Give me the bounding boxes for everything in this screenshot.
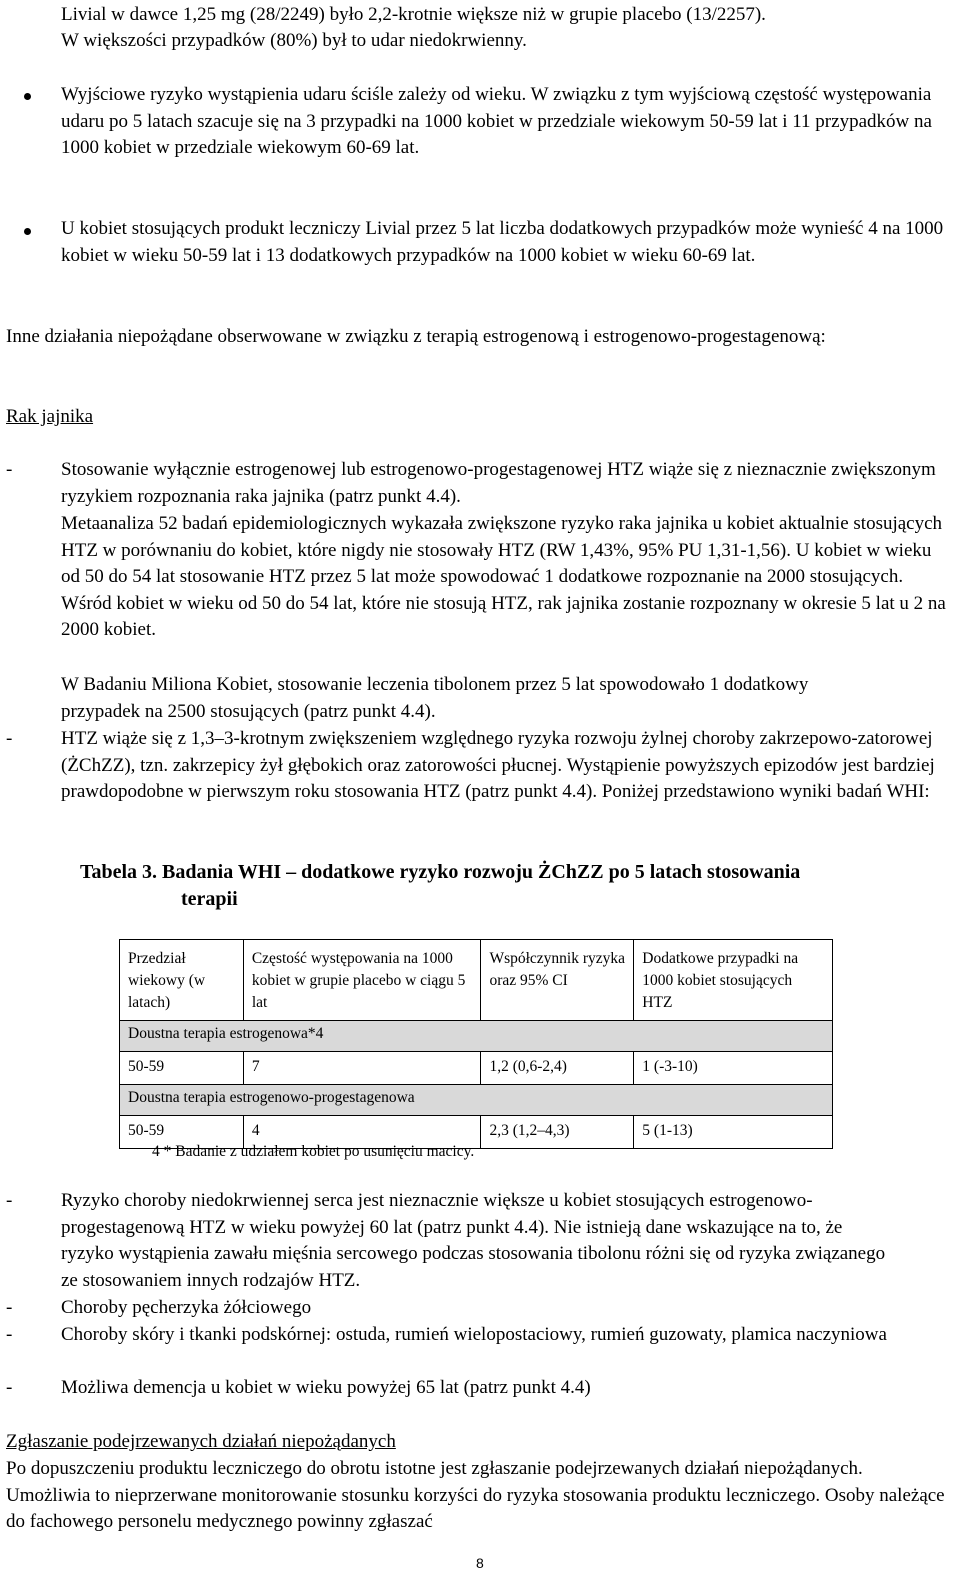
- table-cell: 5 (1-13): [634, 1116, 833, 1149]
- ovarian-item-p2: Metaanaliza 52 badań epidemiologicznych wykazała zwiększone ryzyko raka jajnika u kobiet aktualnie stosujących HTZ w porównaniu do kobiet, które nigdy nie stosowały HTZ (RW 1,43%, 95% PU 1,31-1,56). U kobiet w wieku od 50 do 54 lat stosowanie HTZ przez 5 lat może spowodować 1 dodatkowe rozpoznanie na 2000 stosujących. Wśród kobiet w wieku od 50 do 54 lat, które nie stosują HTZ, rak jajnika zostanie rozpoznany w okresie 5 lat u 2 na 2000 kobiet.: [61, 513, 946, 640]
- page-number: 8: [476, 1555, 484, 1571]
- dash-marker: -: [6, 1190, 13, 1211]
- table-caption: Tabela 3. Badania WHI – dodatkowe ryzyko rozwoju ŻChZZ po 5 latach stosowania terapii: [80, 861, 801, 910]
- table-cell: 50-59: [120, 1116, 244, 1149]
- dash-marker: -: [6, 1377, 13, 1398]
- table-footnote: 4 * Badanie z udziałem kobiet po usunięciu macicy.: [152, 1143, 475, 1160]
- dash-marker: -: [6, 459, 13, 480]
- table-cell: 1 (-3-10): [634, 1052, 833, 1085]
- list-item-dementia: Możliwa demencja u kobiet w wieku powyżej 65 lat (patrz punkt 4.4): [61, 1377, 591, 1398]
- section-heading-ovarian-cancer: Rak jajnika: [6, 406, 94, 427]
- intro-paragraph: Inne działania niepożądane obserwowane w związku z terapią estrogenową i estrogenowo-progestagenową:: [6, 326, 826, 347]
- table-group-cell: Doustna terapia estrogenowo-progestagenowa: [120, 1085, 833, 1116]
- table-cell: 50-59: [120, 1052, 244, 1085]
- table-header-cell: Współczynnik ryzyka oraz 95% CI: [481, 940, 634, 1021]
- list-item-gallbladder: Choroby pęcherzyka żółciowego: [61, 1297, 312, 1318]
- whi-table: [119, 939, 833, 1149]
- table-header-cell: Częstość występowania na 1000 kobiet w grupie placebo w ciągu 5 lat: [243, 940, 481, 1021]
- reporting-paragraph: Po dopuszczeniu produktu leczniczego do obrotu istotne jest zgłaszanie podejrzewanych działań niepożądanych. Umożliwia to nieprzerwane monitorowanie stosunku korzyści do ryzyka stosowania produktu leczniczego. Osoby należące do fachowego personelu medycznego powinny zgłaszać: [6, 1458, 945, 1532]
- list-item-heart-risk: Ryzyko choroby niedokrwiennej serca jest nieznacznie większe u kobiet stosujących estrogenowo-progestagenową HTZ w wieku powyżej 60 lat (patrz punkt 4.4). Nie istnieją dane wskazujące na to, że ryzyko wystąpienia zawału mięśnia sercowego podczas stosowania tibolonu różni się od ryzyka związanego ze stosowaniem innych rodzajów HTZ.: [61, 1190, 886, 1291]
- table-cell: 7: [243, 1052, 481, 1085]
- paragraph-line: W większości przypadków (80%) był to udar niedokrwienny.: [61, 30, 527, 51]
- bullet-item-livial-cases: U kobiet stosujących produkt leczniczy Livial przez 5 lat liczba dodatkowych przypadków może wynieść 4 na 1000 kobiet w wieku 50-59 lat i 13 dodatkowych przypadków na 1000 kobiet w wieku 60-69 lat.: [61, 218, 944, 266]
- table-header-cell: Dodatkowe przypadki na 1000 kobiet stosujących HTZ: [634, 940, 833, 1021]
- table-header-row: [120, 940, 833, 1021]
- table-group-row: [120, 1085, 833, 1116]
- table-row: [120, 1052, 833, 1085]
- table-cell: 1,2 (0,6-2,4): [481, 1052, 634, 1085]
- dash-marker: -: [6, 728, 13, 749]
- ovarian-item-p3: W Badaniu Miliona Kobiet, stosowanie leczenia tibolonem przez 5 lat spowodowało 1 dodatkowy przypadek na 2500 stosujących (patrz punkt 4.4).: [61, 674, 809, 722]
- list-item-skin: Choroby skóry i tkanki podskórnej: ostuda, rumień wielopostaciowy, rumień guzowaty, plamica naczyniowa: [61, 1324, 887, 1345]
- bullet-icon: [24, 93, 31, 100]
- dash-marker: -: [6, 1324, 13, 1345]
- vte-item: HTZ wiąże się z 1,3–3-krotnym zwiększeniem względnego ryzyka rozwoju żylnej choroby zakrzepowo-zatorowej (ŻChZZ), tzn. zakrzepicy żył głębokich oraz zatorowości płucnej. Wystąpienie powyższych epizodów jest bardziej prawdopodobne w pierwszym roku stosowania HTZ (patrz punkt 4.4). Poniżej przedstawiono wyniki badań WHI:: [61, 728, 935, 802]
- table-header-cell: Przedział wiekowy (w latach): [120, 940, 244, 1021]
- ovarian-item-p1: Stosowanie wyłącznie estrogenowej lub estrogenowo-progestagenowej HTZ wiąże się z nieznacznie zwiększonym ryzykiem rozpoznania raka jajnika (patrz punkt 4.4).: [61, 459, 936, 507]
- section-heading-reporting: Zgłaszanie podejrzewanych działań niepożądanych: [6, 1431, 396, 1452]
- bullet-item-stroke-risk: Wyjściowe ryzyko wystąpienia udaru ściśle zależy od wieku. W związku z tym wyjściową częstość występowania udaru po 5 latach szacuje się na 3 przypadki na 1000 kobiet w przedziale wiekowym 50-59 lat i 11 przypadków na 1000 kobiet w przedziale wiekowym 60-69 lat.: [61, 84, 932, 158]
- table-cell: 4: [243, 1116, 481, 1149]
- bullet-icon: [24, 228, 31, 235]
- paragraph-line: Livial w dawce 1,25 mg (28/2249) było 2,2-krotnie większe niż w grupie placebo (13/2257).: [61, 4, 766, 25]
- table-group-cell: Doustna terapia estrogenowa*4: [120, 1021, 833, 1052]
- table-group-row: [120, 1021, 833, 1052]
- table-cell: 2,3 (1,2–4,3): [481, 1116, 634, 1149]
- dash-marker: -: [6, 1297, 13, 1318]
